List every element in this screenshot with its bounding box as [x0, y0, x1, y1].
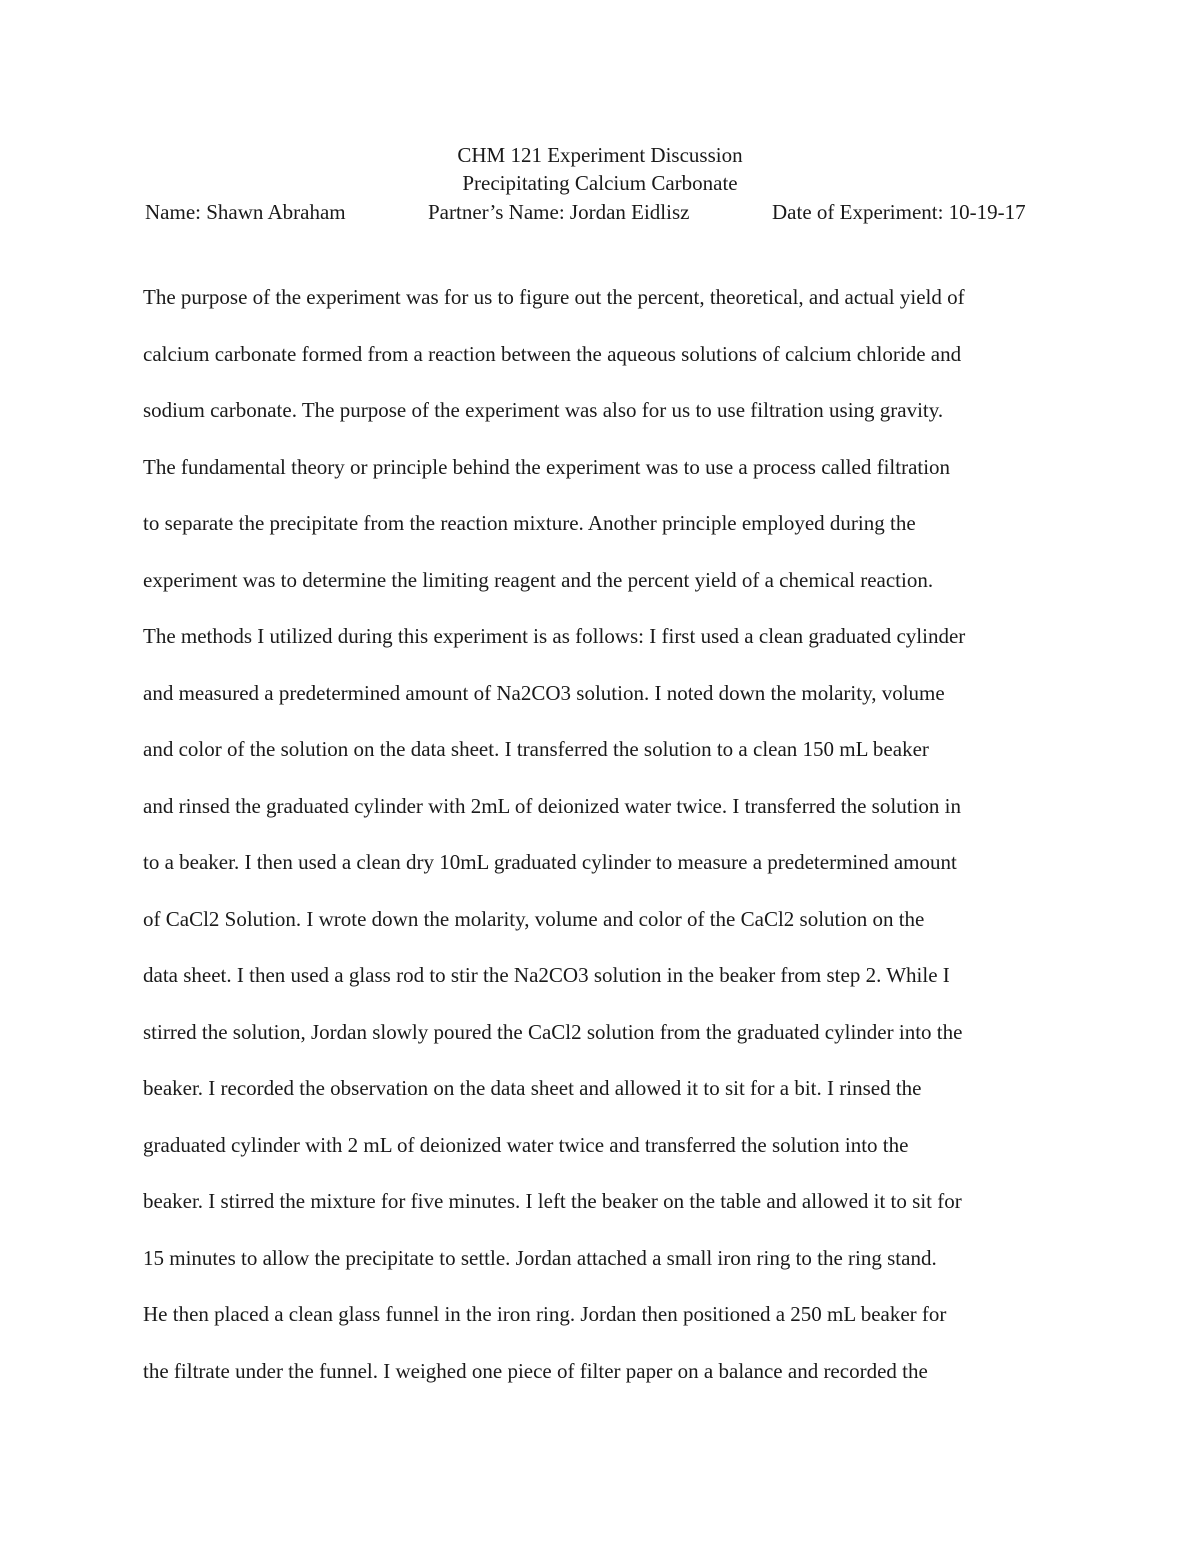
- course-title: CHM 121 Experiment Discussion: [457, 143, 743, 167]
- partner-name: Partner’s Name: Jordan Eidlisz: [428, 200, 690, 224]
- text-line: to a beaker. I then used a clean dry 10mL graduated cylinder to measure a predetermined amount: [143, 850, 957, 874]
- text-line: 15 minutes to allow the precipitate to settle. Jordan attached a small iron ring to the ring stand.: [143, 1245, 937, 1270]
- text-line: to separate the precipitate from the reaction mixture. Another principle employed during the: [143, 511, 916, 535]
- text-line: and rinsed the graduated cylinder with 2mL of deionized water twice. I transferred the solution in: [143, 793, 961, 818]
- text-line: and measured a predetermined amount of Na2CO3 solution. I noted down the molarity, volume: [143, 680, 945, 705]
- text-line: The purpose of the experiment was for us to figure out the percent, theoretical, and actual yield of: [143, 285, 965, 309]
- text-line: beaker. I stirred the mixture for five minutes. I left the beaker on the table and allowed it to sit for: [143, 1189, 962, 1213]
- body-paragraph: [143, 283, 1083, 1413]
- text-line: beaker. I recorded the observation on the data sheet and allowed it to sit for a bit. I rinsed the: [143, 1076, 922, 1100]
- text-line: graduated cylinder with 2 mL of deionized water twice and transferred the solution into the: [143, 1132, 909, 1157]
- text-line: sodium carbonate. The purpose of the experiment was also for us to use filtration using gravity.: [143, 398, 944, 422]
- title-block: [0, 141, 1200, 197]
- text-line: stirred the solution, Jordan slowly poured the CaCl2 solution from the graduated cylinder into the: [143, 1019, 963, 1044]
- text-line: data sheet. I then used a glass rod to stir the Na2CO3 solution in the beaker from step 2. While I: [143, 963, 950, 987]
- experiment-date: Date of Experiment: 10-19-17: [772, 200, 1026, 224]
- text-line: The methods I utilized during this experiment is as follows: I first used a clean graduated cylinder: [143, 624, 966, 648]
- text-line: He then placed a clean glass funnel in the iron ring. Jordan then positioned a 250 mL beaker for: [143, 1302, 947, 1326]
- text-line: of CaCl2 Solution. I wrote down the molarity, volume and color of the CaCl2 solution on the: [143, 906, 925, 931]
- text-line: calcium carbonate formed from a reaction between the aqueous solutions of calcium chloride and: [143, 341, 962, 366]
- student-name: Name: Shawn Abraham: [145, 200, 346, 224]
- text-line: and color of the solution on the data sheet. I transferred the solution to a clean 150 mL beaker: [143, 737, 929, 761]
- text-line: The fundamental theory or principle behind the experiment was to use a process called filtration: [143, 454, 951, 479]
- text-line: the filtrate under the funnel. I weighed one piece of filter paper on a balance and recorded the: [143, 1358, 928, 1383]
- experiment-title: Precipitating Calcium Carbonate: [462, 171, 738, 195]
- meta-row: [0, 198, 1200, 226]
- text-line: experiment was to determine the limiting reagent and the percent yield of a chemical reaction.: [143, 567, 934, 592]
